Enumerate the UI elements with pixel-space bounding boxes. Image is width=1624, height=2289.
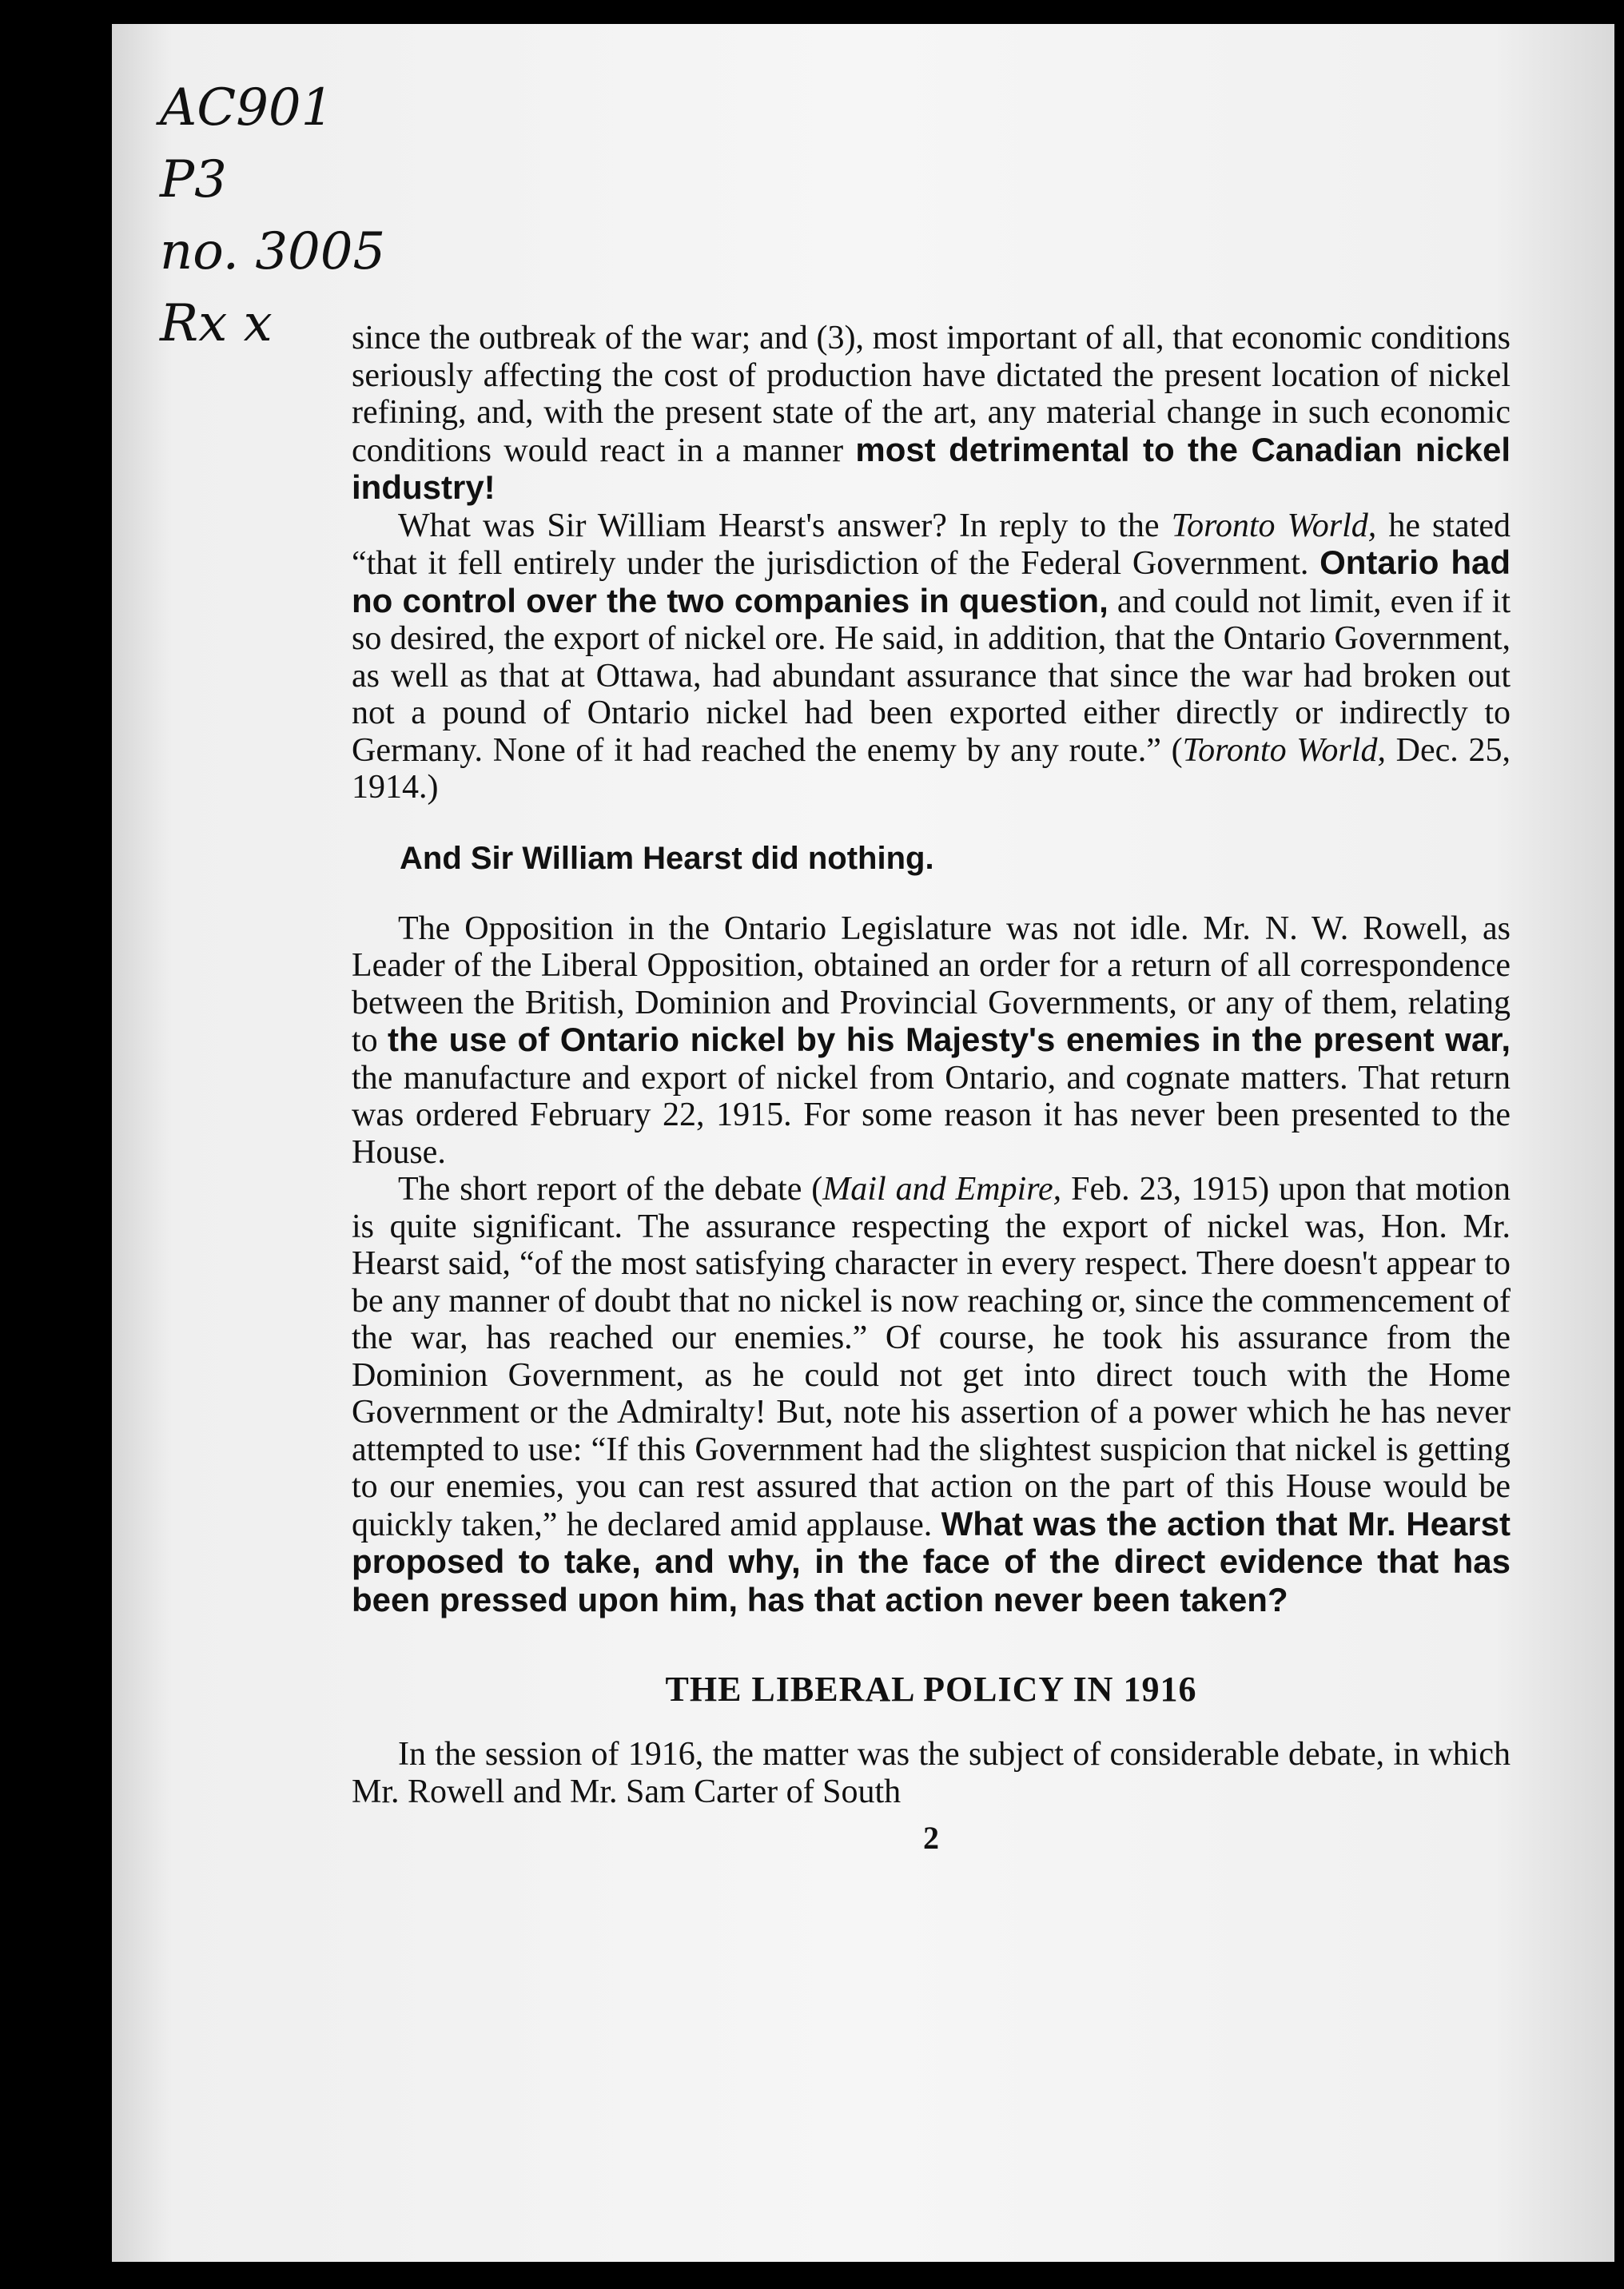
paragraph-3 (352, 910, 1511, 1172)
p4-bold: What was the action that Mr. Hearst proposed to take, and why, in the face of the direct evidence that has been pressed upon him, has that action never been taken? (352, 1504, 1511, 1618)
section-heading: THE LIBERAL POLICY IN 1916 (665, 1670, 1197, 1709)
p2-text-c: and could not limit, even if it so desired, the export of nickel ore. He said, in addition, that the Ontario Government, as well as that at Ottawa, had abundant assurance that since the war had broken out not a pound of Ontario nickel had been exported either directly or indirectly to Germany. None of it had reached the enemy by any route.” ( (352, 583, 1511, 769)
p2-text-d: Dec. 25, 1914.) (352, 731, 1511, 806)
p3-bold: the use of Ontario nickel by his Majesty's enemies in the present war, (388, 1021, 1511, 1058)
p4-text-b: Feb. 23, 1915) upon that motion is quite significant. The assurance respecting the export of nickel was, Hon. Mr. Hearst said, “of the most satisfying character in every respect. There doesn't appear to be any manner of doubt that no nickel is now reaching or, since the commencement of the war, has reached our enemies.” Of course, he took his assurance from the Dominion Government, as he could not get into direct touch with the Home Government or the Admiralty! But, note his assertion of a power which he has never attempted to use: “If this Government had the slightest suspicion that nickel is getting to our enemies, you can rest assured that action on the part of this House would be quickly taken,” he declared amid applause. (352, 1171, 1511, 1543)
annotation-line-4: Rx x (160, 294, 273, 353)
page-number: 2 (923, 1820, 939, 1856)
p2-italic-1: Toronto World, (1171, 507, 1377, 544)
p2-text-a: What was Sir William Hearst's answer? In reply to the (398, 507, 1172, 544)
p2-italic-2: Toronto World, (1182, 731, 1386, 769)
paragraph-5: In the session of 1916, the matter was the subject of considerable debate, in which Mr. Rowell and Mr. Sam Carter of South (352, 1736, 1511, 1810)
p2-bold: Ontario had no control over the two companies in question, (352, 543, 1511, 619)
p1-text: since the outbreak of the war; and (3), most important of all, that economic conditions seriously affecting the cost of production have dictated the present location of nickel refining, and, with the present state of the art, any material change in such economic conditions would react in a manner (352, 320, 1511, 469)
document-page (112, 24, 1614, 2262)
p3-text-a: The Opposition in the Ontario Legislature was not idle. Mr. N. W. Rowell, as Leader of the Liberal Opposition, obtained an order for a return of all correspondence between the British, Dominion and Provincial Governments, or any of them, relating to (352, 910, 1511, 1059)
subheading: And Sir William Hearst did nothing. (400, 840, 934, 876)
annotation-line-2: P3 (160, 150, 227, 209)
p4-italic: Mail and Empire, (822, 1171, 1062, 1208)
p4-text-a: The short report of the debate ( (398, 1171, 823, 1208)
handwritten-annotation (160, 72, 385, 360)
paragraph-2 (352, 508, 1511, 806)
p1-bold: most detrimental to the Canadian nickel industry! (352, 430, 1511, 506)
paragraph-1 (352, 320, 1511, 508)
p3-text-b: the manufacture and export of nickel from Ontario, and cognate matters. That return was ordered February 22, 1915. For some reason it has never been presented to the House. (352, 1059, 1511, 1171)
body-text (352, 320, 1511, 1857)
annotation-line-3: no. 3005 (160, 222, 386, 281)
p2-text-b: he stated “that it fell entirely under the jurisdiction of the Federal Government. (352, 507, 1511, 582)
annotation-line-1: AC901 (160, 78, 334, 137)
paragraph-4 (352, 1171, 1511, 1619)
